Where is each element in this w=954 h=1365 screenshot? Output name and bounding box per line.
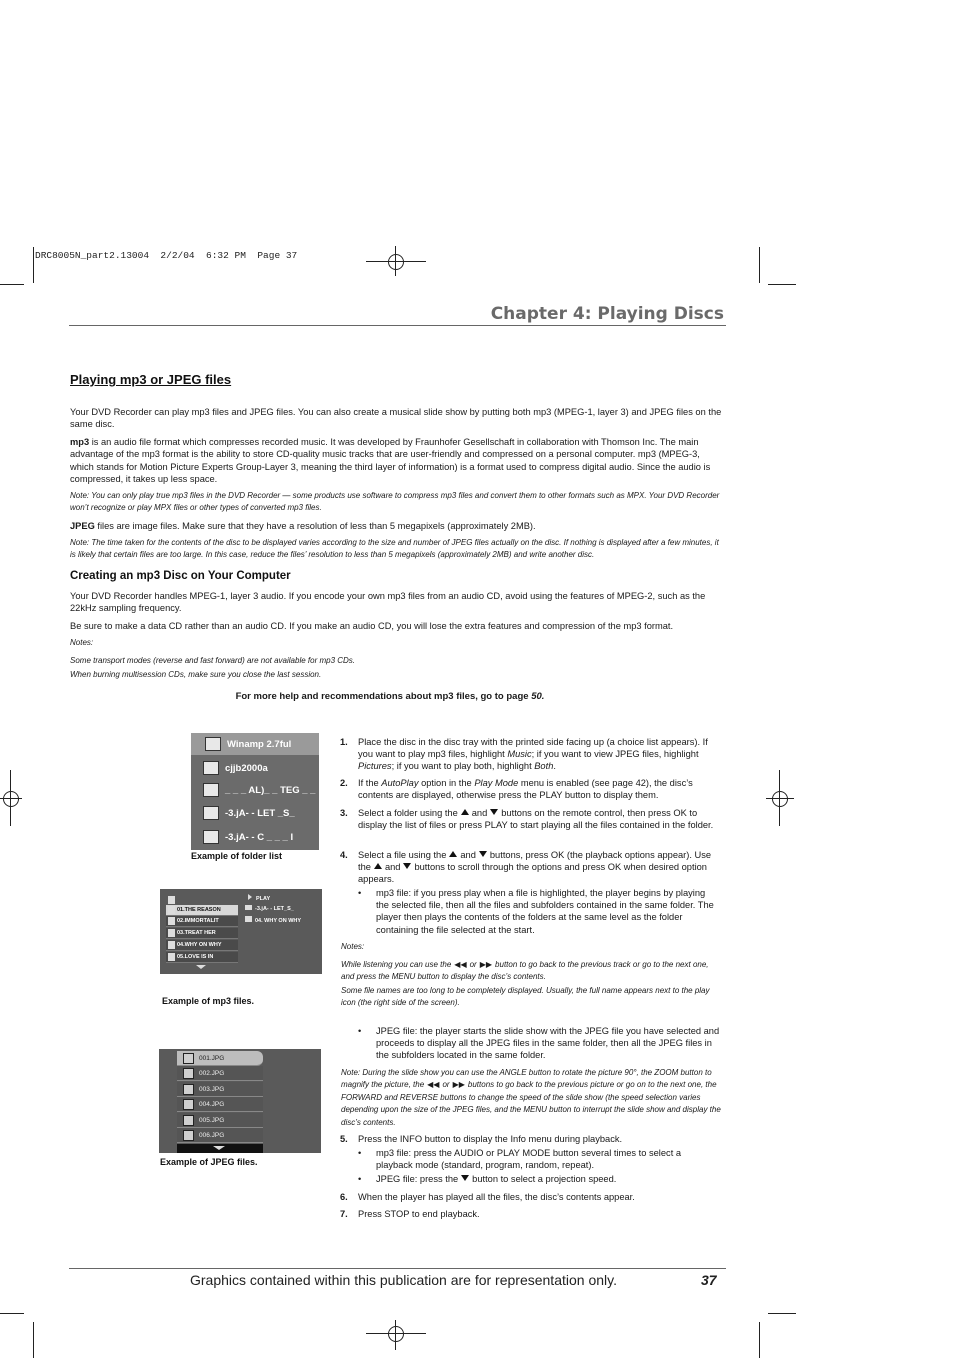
jpeg-paragraph [70, 520, 724, 532]
folder-icon [203, 783, 219, 797]
registration-mark-icon [772, 791, 788, 807]
up-arrow-icon [449, 851, 457, 857]
jpeg-files-screenshot [159, 1049, 321, 1153]
registration-mark-icon [388, 1326, 404, 1342]
list-item: 004.JPG [177, 1097, 263, 1112]
step-5: 5. Press the INFO button to display the Info menu during playback. [340, 1134, 623, 1144]
step-1: 1. Place the disc in the disc tray with the printed side facing up (a choice list appears). If you want to play mp3 files, highlight Music; if you want to view JPEG files, highlight Pictures; if you want to play both, highlight Both. [340, 737, 708, 772]
jpeg-files-caption: Example of JPEG files. [160, 1157, 258, 1167]
current-track-label: 04. WHY ON WHY [245, 916, 301, 924]
list-item: 005.JPG [177, 1113, 263, 1128]
list-item: 001.JPG [177, 1051, 263, 1066]
footer-disclaimer: Graphics contained within this publication are for representation only. [190, 1272, 617, 1288]
chapter-title: Chapter 4: Playing Discs [490, 304, 724, 324]
image-file-icon [183, 1115, 194, 1126]
mp3-files-caption: Example of mp3 files. [162, 996, 255, 1006]
music-note-icon [168, 906, 175, 914]
crop-mark [366, 1333, 426, 1334]
footer-rule [69, 1268, 726, 1269]
image-file-icon [183, 1068, 194, 1079]
crop-mark [366, 261, 426, 262]
crop-mark [759, 1322, 760, 1358]
list-item: 02.IMMORTALIT [166, 916, 238, 927]
step-6: 6. When the player has played all the files, the disc’s contents appear. [340, 1192, 635, 1202]
crop-mark [33, 247, 34, 283]
list-item: 006.JPG [177, 1128, 263, 1143]
list-item: 01.THE REASON [166, 905, 238, 916]
registration-mark-icon [388, 254, 404, 270]
print-slug: DRC8005N_part2.13004 2/2/04 6:32 PM Page 37 [35, 250, 298, 261]
crop-mark [0, 1313, 24, 1314]
folder-icon [205, 737, 221, 751]
crop-mark [395, 246, 396, 276]
scroll-down-icon [196, 965, 206, 969]
down-arrow-icon [479, 851, 487, 857]
page-number: 37 [701, 1272, 717, 1288]
bullet-mp3-play-mode: • mp3 file: press the AUDIO or PLAY MODE button several times to select a playback mode (standard, program, random, repeat). [358, 1148, 682, 1171]
folder-icon [245, 905, 252, 910]
registration-mark-icon [3, 791, 19, 807]
up-arrow-icon [461, 809, 469, 815]
note-transport-modes: Some transport modes (reverse and fast forward) are not available for mp3 CDs. [70, 656, 356, 665]
image-file-icon [183, 1099, 194, 1110]
folder-icon [203, 806, 219, 820]
crop-mark [0, 798, 22, 799]
crop-mark [768, 284, 796, 285]
note-track-skip: While listening you can use the ◀◀ or ▶▶ button to go back to the previous track or go to the next one, and press the MENU button to display the disc’s contents. [341, 960, 709, 981]
folder-icon [168, 896, 175, 904]
jpeg-term: JPEG [70, 521, 95, 531]
list-item: 05.LOVE IS IN [166, 952, 238, 963]
image-file-icon [183, 1053, 194, 1064]
folder-item: Winamp 2.7ful [205, 735, 291, 753]
down-arrow-icon [490, 809, 498, 815]
note-jpeg: Note: The time taken for the contents of the disc to be displayed varies according to the size and number of JPEG files actually on the disc. If nothing is displayed after a few minutes, it is likely that certain files are too large. In this case, reduce the files’ resolution to less than 5 megapixels (approximately 2MB) and write another disc. [70, 538, 719, 560]
crop-mark [759, 247, 760, 283]
step-3: 3. Select a folder using the and buttons on the remote control, then press OK to display the list of files or press PLAY to start playing all the files contained in the folder. [340, 808, 714, 831]
folder-item: cjjb2000a [203, 759, 268, 777]
mp3-description: is an audio file format which compresses recorded music. It was developed by Fraunhofer Gesellschaft in collaboration with Thomson Inc. The main advantage of the mp3 format is the ability to store CD-quality music tracks that are user-friendly and compressed on a personal computer. mp3 (MPEG-3, which stands for Motion Picture Experts Group-Layer 3, meaning the third layer of information) is a format used to compress digital audio. Since the audio is compressed, it takes up less space. [70, 437, 711, 484]
play-label: PLAY [248, 894, 270, 902]
crop-mark [0, 284, 24, 285]
parent-folder-row [166, 895, 238, 905]
step-4: 4. Select a file using the and buttons, press OK (the playback options appear). Use the and buttons to scroll through the options and press OK when desired option appears. [340, 850, 712, 885]
next-track-icon: ▶▶ [479, 960, 493, 969]
list-item: 04.WHY ON WHY [166, 940, 238, 951]
music-note-icon [245, 916, 252, 922]
note-mp3: Note: You can only play true mp3 files in the DVD Recorder — some products use software to compress mp3 files and convert them to other formats such as MPX. Your DVD Recorder won’t recognize or play MPX files or other types of converted mp3 files. [70, 491, 720, 513]
folder-item: -3.jA- - LET _S_ [203, 804, 295, 822]
folder-item: -3.jA- - C _ _ _ I [203, 828, 293, 846]
create-paragraph-1: Your DVD Recorder handles MPEG-1, layer 3 audio. If you encode your own mp3 files from an audio CD, avoid using the features of MPEG-2, such as the 22kHz sampling frequency. [70, 591, 706, 614]
image-file-icon [183, 1084, 194, 1095]
mp3-files-screenshot [160, 889, 322, 974]
folder-list-caption: Example of folder list [191, 851, 283, 861]
previous-picture-icon: ◀◀ [427, 1080, 440, 1090]
crop-mark [10, 770, 11, 826]
step-2: 2. If the AutoPlay option in the Play Mode menu is enabled (see page 42), the disc’s contents are displayed, otherwise press the PLAY button to display them. [340, 778, 693, 801]
down-arrow-icon [403, 863, 411, 869]
previous-track-icon: ◀◀ [454, 960, 467, 969]
mp3-paragraph [70, 436, 724, 485]
list-item: 002.JPG [177, 1066, 263, 1081]
help-page-link[interactable]: 50. [531, 691, 545, 702]
bullet-jpeg-file: • JPEG file: the player starts the slide show with the JPEG file you have selected and proceeds to display all the JPEG files in the same folder, then all the JPEG files in the subfolders located in the same folder. [358, 1026, 720, 1061]
bullet-mp3-file: • mp3 file: if you press play when a file is highlighted, the player begins by playing the selected file, then all the files and subfolders contained in the same folder. The player then plays the contents of the folders at the same level as the folder containing the file selected at the start. [358, 888, 714, 935]
notes-label: Notes: [70, 638, 94, 647]
folder-list-screenshot [191, 733, 319, 850]
down-arrow-icon [461, 1175, 469, 1181]
current-folder-label: -3.jA- - LET_S_ [245, 905, 294, 912]
play-icon [248, 894, 252, 900]
up-arrow-icon [374, 863, 382, 869]
crop-mark [33, 1322, 34, 1358]
help-line [70, 691, 710, 702]
crop-mark [779, 770, 780, 826]
next-picture-icon: ▶▶ [452, 1080, 465, 1090]
folder-item: _ _ _ AL)_ _ TEG _ _ [203, 781, 315, 799]
folder-icon [203, 761, 219, 775]
music-note-icon [168, 929, 175, 937]
jpeg-description: files are image files. Make sure that they have a resolution of less than 5 megapixels (approximately 2MB). [94, 521, 536, 531]
scroll-down-icon [213, 1146, 225, 1150]
folder-icon [203, 830, 219, 844]
note-long-file-names: Some file names are too long to be completely displayed. Usually, the full name appears next to the play icon (the right side of the screen). [341, 986, 710, 1007]
music-note-icon [168, 941, 175, 949]
header-rule [69, 325, 726, 326]
note-multisession: When burning multisession CDs, make sure you close the last session. [70, 670, 322, 679]
crop-mark [395, 1320, 396, 1350]
create-paragraph-2: Be sure to make a data CD rather than an audio CD. If you make an audio CD, you will lose the extra features and compression of the mp3 format. [70, 621, 674, 631]
subheading-create-disc: Creating an mp3 Disc on Your Computer [70, 570, 291, 582]
intro-paragraph: Your DVD Recorder can play mp3 files and JPEG files. You can also create a musical slide show by putting both mp3 (MPEG-1, layer 3) and JPEG files on the same disc. [70, 407, 722, 430]
crop-mark [768, 1313, 796, 1314]
music-note-icon [168, 917, 175, 925]
mp3-term: mp3 [70, 437, 90, 447]
note-slide-show: Note: During the slide show you can use the ANGLE button to rotate the picture 90°, the ZOOM button to magnify the picture, the ◀◀ or ▶▶ buttons to go back to the previous picture or go on to the next one, the FORWARD and REVERSE buttons to change the speed of the slide show (the speed selection varies depending upon the size of the JPEG files, and the MENU button to interrupt the slide show and display the disc’s contents. [341, 1068, 721, 1127]
step-notes-label: Notes: [341, 942, 365, 951]
bullet-jpeg-speed: • JPEG file: press the button to select a projection speed. [358, 1174, 617, 1184]
list-item: 003.JPG [177, 1082, 263, 1097]
list-item: 03.TREAT HER [166, 928, 238, 939]
section-title: Playing mp3 or JPEG files [70, 372, 232, 387]
music-note-icon [168, 953, 175, 961]
help-text: For more help and recommendations about mp3 files, go to page [235, 691, 532, 702]
image-file-icon [183, 1130, 194, 1141]
crop-mark [766, 798, 794, 799]
step-7: 7. Press STOP to end playback. [340, 1209, 480, 1219]
